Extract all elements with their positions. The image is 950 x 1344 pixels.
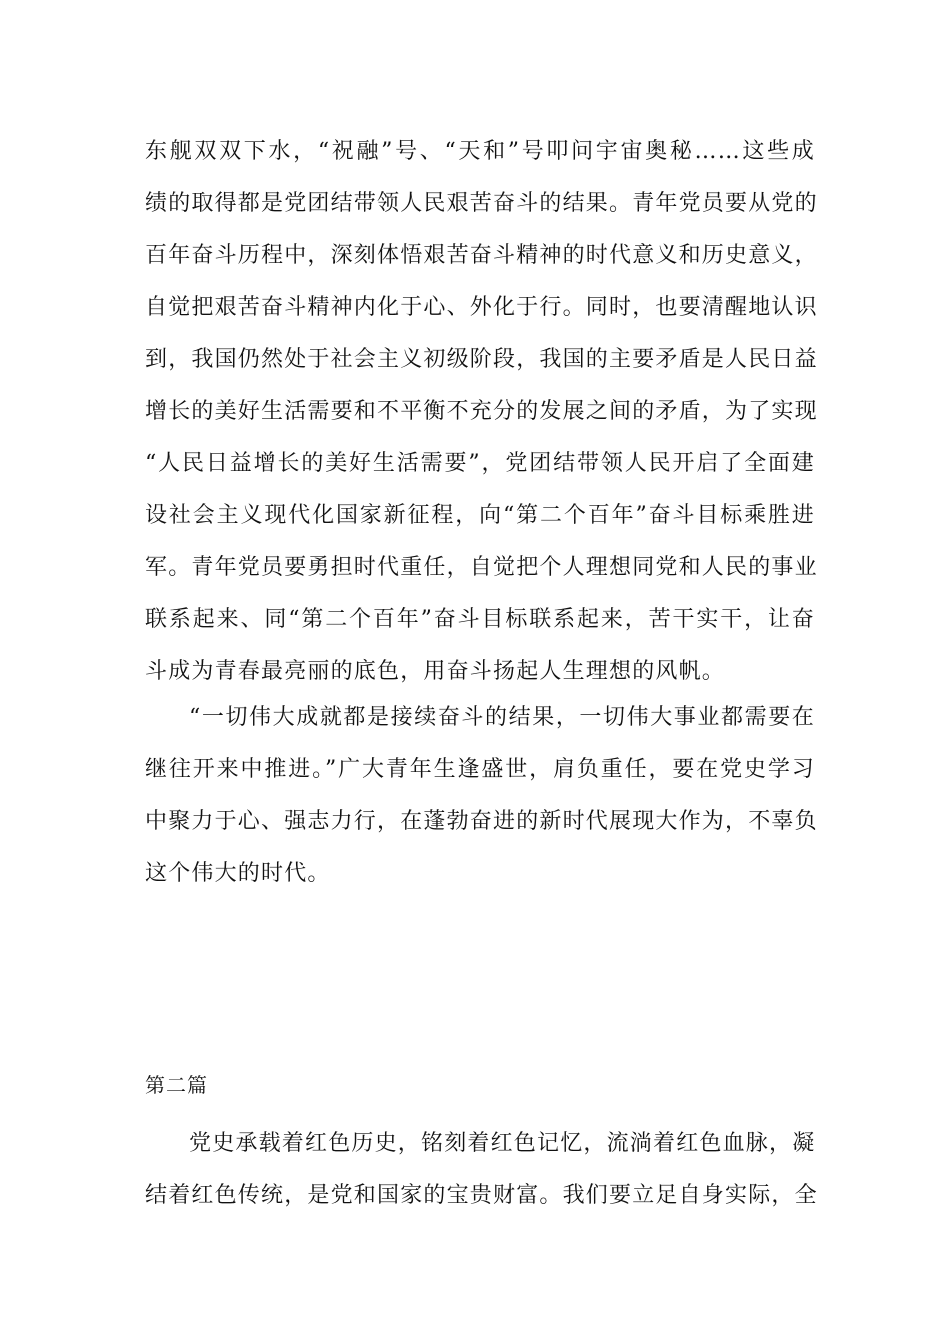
text-line: 设社会主义现代化国家新征程，向“第二个百年”奋斗目标乘胜进: [145, 503, 815, 528]
text-line: 绩的取得都是党团结带领人民艰苦奋斗的结果。青年党员要从党的: [145, 191, 818, 216]
text-line: 结着红色传统，是党和国家的宝贵财富。我们要立足自身实际，全: [145, 1183, 818, 1208]
text-line: “人民日益增长的美好生活需要”，党团结带领人民开启了全面建: [145, 451, 815, 476]
text-line: 东舰双双下水，“祝融”号、“天和”号叩问宇宙奥秘……这些成: [145, 139, 815, 164]
text-line: 自觉把艰苦奋斗精神内化于心、外化于行。同时，也要清醒地认识: [145, 295, 818, 320]
text-line: 增长的美好生活需要和不平衡不充分的发展之间的矛盾，为了实现: [145, 399, 818, 424]
text-line: 百年奋斗历程中，深刻体悟艰苦奋斗精神的时代意义和历史意义，: [145, 243, 818, 268]
text-line: 这个伟大的时代。: [145, 861, 331, 886]
text-line: 继往开来中推进。”广大青年生逢盛世，肩负重任，要在党史学习: [145, 757, 815, 782]
text-line: 到，我国仍然处于社会主义初级阶段，我国的主要矛盾是人民日益: [145, 347, 818, 372]
paragraph-2: [145, 692, 818, 900]
text-line: 联系起来、同“第二个百年”奋斗目标联系起来，苦干实干，让奋: [145, 607, 815, 632]
section-heading: 第二篇: [145, 1073, 208, 1097]
text-line: 斗成为青春最亮丽的底色，用奋斗扬起人生理想的风帆。: [145, 659, 726, 684]
text-line: “一切伟大成就都是接续奋斗的结果，一切伟大事业都需要在: [189, 705, 815, 730]
text-line: 军。青年党员要勇担时代重任，自觉把个人理想同党和人民的事业: [145, 555, 818, 580]
paragraph-3: [145, 1118, 818, 1222]
paragraph-1: [145, 126, 818, 698]
section-heading-block: [145, 1059, 815, 1111]
text-line: 中聚力于心、强志力行，在蓬勃奋进的新时代展现大作为，不辜负: [145, 809, 818, 834]
text-line: 党史承载着红色历史，铭刻着红色记忆，流淌着红色血脉，凝: [189, 1131, 816, 1156]
